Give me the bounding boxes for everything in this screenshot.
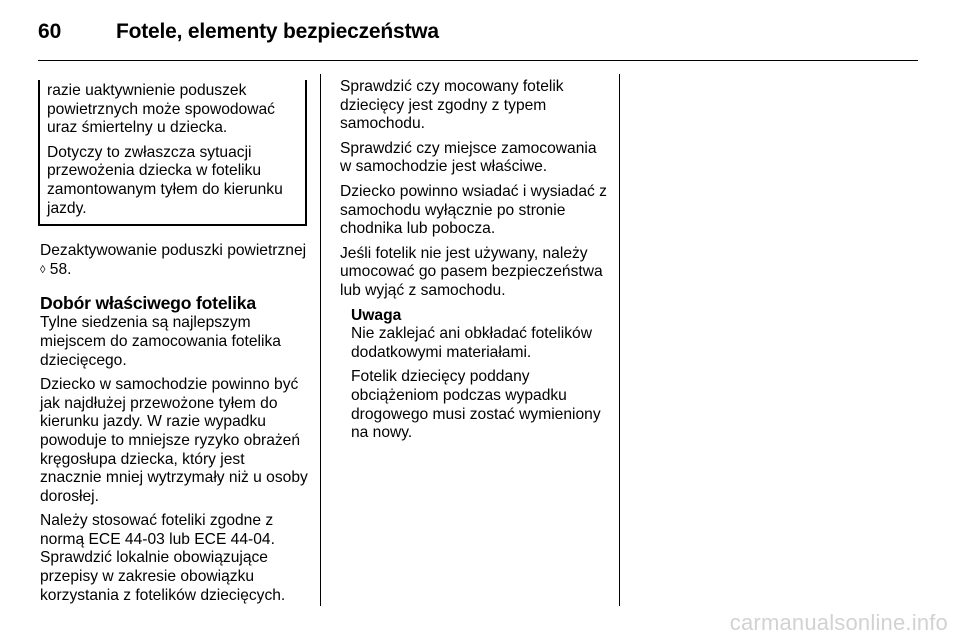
page-header — [38, 20, 918, 46]
body-paragraph: Jeśli fotelik nie jest używany, należy umocować go pasem bezpieczeństwa lub wyjąć z samochodu. — [340, 244, 603, 299]
deactivation-text: Dezaktywowanie poduszki powietrznej — [40, 242, 307, 260]
deactivation-reference — [40, 242, 308, 279]
triangle-ref-icon: ◊ — [40, 263, 46, 276]
note-paragraph: Nie zaklejać ani obkładać fotelików dodatkowymi materiałami. — [351, 325, 592, 361]
middle-column — [340, 78, 608, 449]
column-divider-right — [619, 74, 620, 606]
body-paragraph: Tylne siedzenia są najlepszym miejscem do zamocowania fotelika dziecięcego. — [40, 314, 281, 369]
column-divider-left — [320, 74, 321, 606]
body-paragraph: Dziecko w samochodzie powinno być jak najdłużej przewożone tyłem do kierunku jazdy. W razie wypadku powoduje to mniejsze ryzyko obrażeń kręgosłupa dziecka, który jest znacznie mniej wytrzymały niż u osoby dorosłej. — [40, 376, 308, 505]
body-paragraph: Sprawdzić czy miejsce zamocowania w samochodzie jest właściwe. — [340, 139, 597, 176]
warning-box — [38, 80, 307, 226]
watermark: carmanualsonline.info — [729, 610, 948, 635]
section-heading: Dobór właściwego fotelika — [40, 293, 256, 314]
body-paragraph: Dziecko powinno wsiadać i wysiadać z samochodu wyłącznie po stronie chodnika lub pobocza. — [340, 182, 607, 238]
note-block — [351, 307, 608, 443]
warning-paragraph: Dotyczy to zwłaszcza sytuacji przewożenia dziecka w foteliku zamontowanym tyłem do kierunku jazdy. — [47, 143, 283, 217]
left-column — [40, 80, 308, 611]
warning-paragraph: razie uaktywnienie poduszek powietrznych może spowodować uraz śmiertelny u dziecka. — [47, 82, 275, 137]
note-paragraph: Fotelik dziecięcy poddany obciążeniom podczas wypadku drogowego musi zostać wymieniony na nowy. — [351, 368, 601, 442]
note-title: Uwaga — [351, 306, 402, 324]
body-paragraph: Sprawdzić czy mocowany fotelik dziecięcy jest zgodny z typem samochodu. — [340, 78, 564, 133]
deactivation-page-link[interactable]: 58. — [49, 260, 72, 278]
page-number: 60 — [38, 20, 62, 43]
header-divider — [38, 60, 918, 61]
body-paragraph: Należy stosować foteliki zgodne z normą ECE 44-03 lub ECE 44-04. Sprawdzić lokalnie obowiązujące przepisy w zakresie obowiązku korzystania z fotelików dziecięcych. — [40, 512, 286, 604]
chapter-title: Fotele, elementy bezpieczeństwa — [116, 20, 439, 43]
